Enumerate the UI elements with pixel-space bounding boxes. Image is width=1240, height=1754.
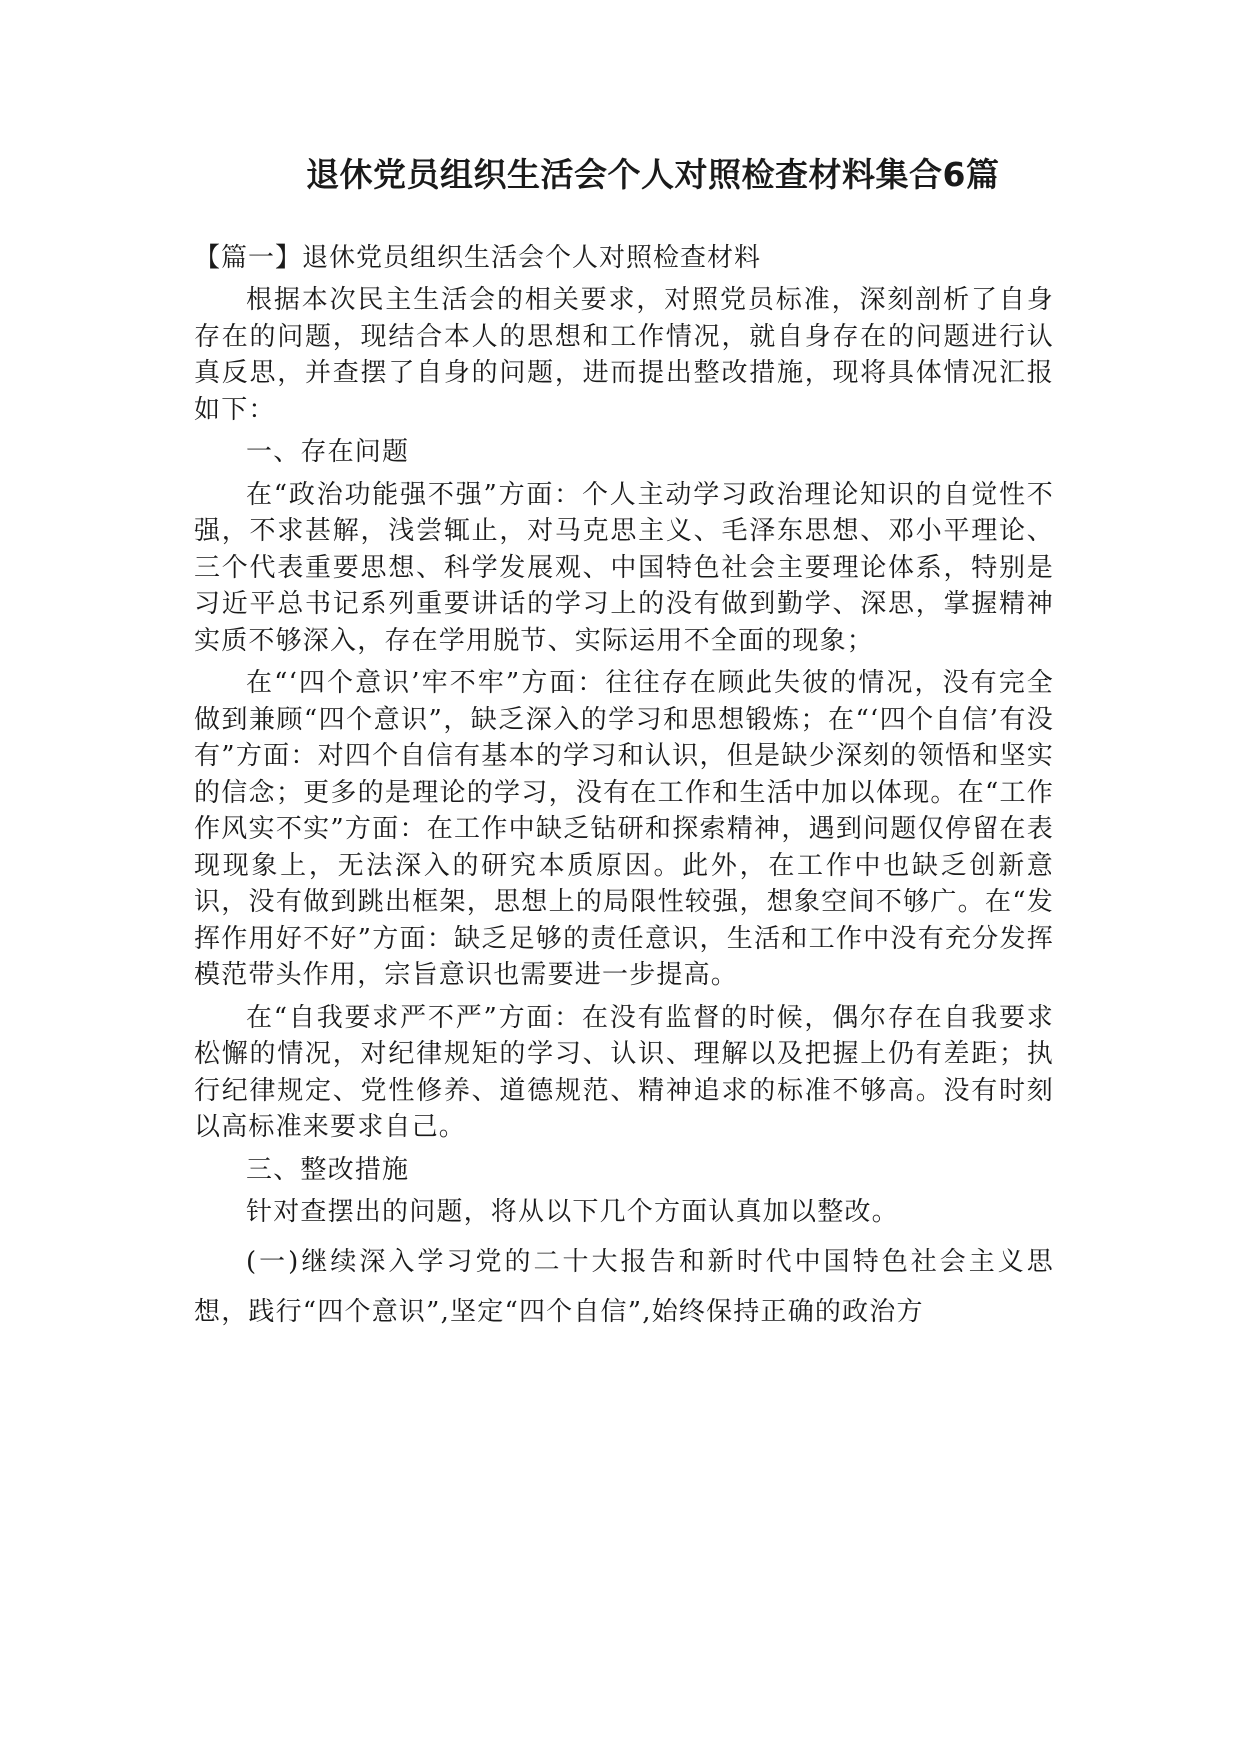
section-title: 【篇一】退休党员组织生活会个人对照检查材料: [194, 243, 762, 273]
paragraph-self-requirement: 在“自我要求严不严”方面：在没有监督的时候，偶尔存在自我要求松懈的情况，对纪律规矩的学习、认识、理解以及把握上仍有差距；执行纪律规定、党性修养、道德规范、精神追求的标准不够高。没有时刻以高标准来要求自己。: [194, 1002, 1054, 1142]
paragraph-rectification-intro: 针对查摆出的问题，将从以下几个方面认真加以整改。: [246, 1197, 899, 1227]
heading-problems: 一、存在问题: [246, 437, 410, 467]
paragraph-political: 在“政治功能强不强”方面：个人主动学习政治理论知识的自觉性不强，不求甚解，浅尝辄止，对马克思主义、毛泽东思想、邓小平理论、三个代表重要思想、科学发展观、中国特色社会主要理论体系，特别是习近平总书记系列重要讲话的学习上的没有做到勤学、深思，掌握精神实质不够深入，存在学用脱节、实际运用不全面的现象；: [194, 479, 1054, 656]
paragraph-four-consciousness: 在“‘四个意识’牢不牢”方面：往往存在顾此失彼的情况，没有完全做到兼顾“四个意识”，缺乏深入的学习和思想锻炼；在“‘四个自信’有没有”方面：对四个自信有基本的学习和认识，但是缺少深刻的领悟和坚实的信念；更多的是理论的学习，没有在工作和生活中加以体现。在“工作作风实不实”方面：在工作中缺乏钻研和探索精神，遇到问题仅停留在表现现象上，无法深入的研究本质原因。此外，在工作中也缺乏创新意识，没有做到跳出框架，思想上的局限性较强，想象空间不够广。在“发挥作用好不好”方面：缺乏足够的责任意识，生活和工作中没有充分发挥模范带头作用，宗旨意识也需要进一步提高。: [194, 668, 1054, 990]
intro-paragraph: 根据本次民主生活会的相关要求，对照党员标准，深刻剖析了自身存在的问题，现结合本人的思想和工作情况，就自身存在的问题进行认真反思，并查摆了自身的问题，进而提出整改措施，现将具体情况汇报如下：: [194, 285, 1054, 425]
document-page: [194, 150, 1054, 1343]
heading-rectification: 三、整改措施: [246, 1154, 410, 1185]
document-title: 退休党员组织生活会个人对照检查材料集合6篇: [306, 155, 1000, 194]
paragraph-rectification-1: (一)继续深入学习党的二十大报告和新时代中国特色社会主义思想，践行“四个意识”,坚定“四个自信”,始终保持正确的政治方: [194, 1246, 1054, 1327]
